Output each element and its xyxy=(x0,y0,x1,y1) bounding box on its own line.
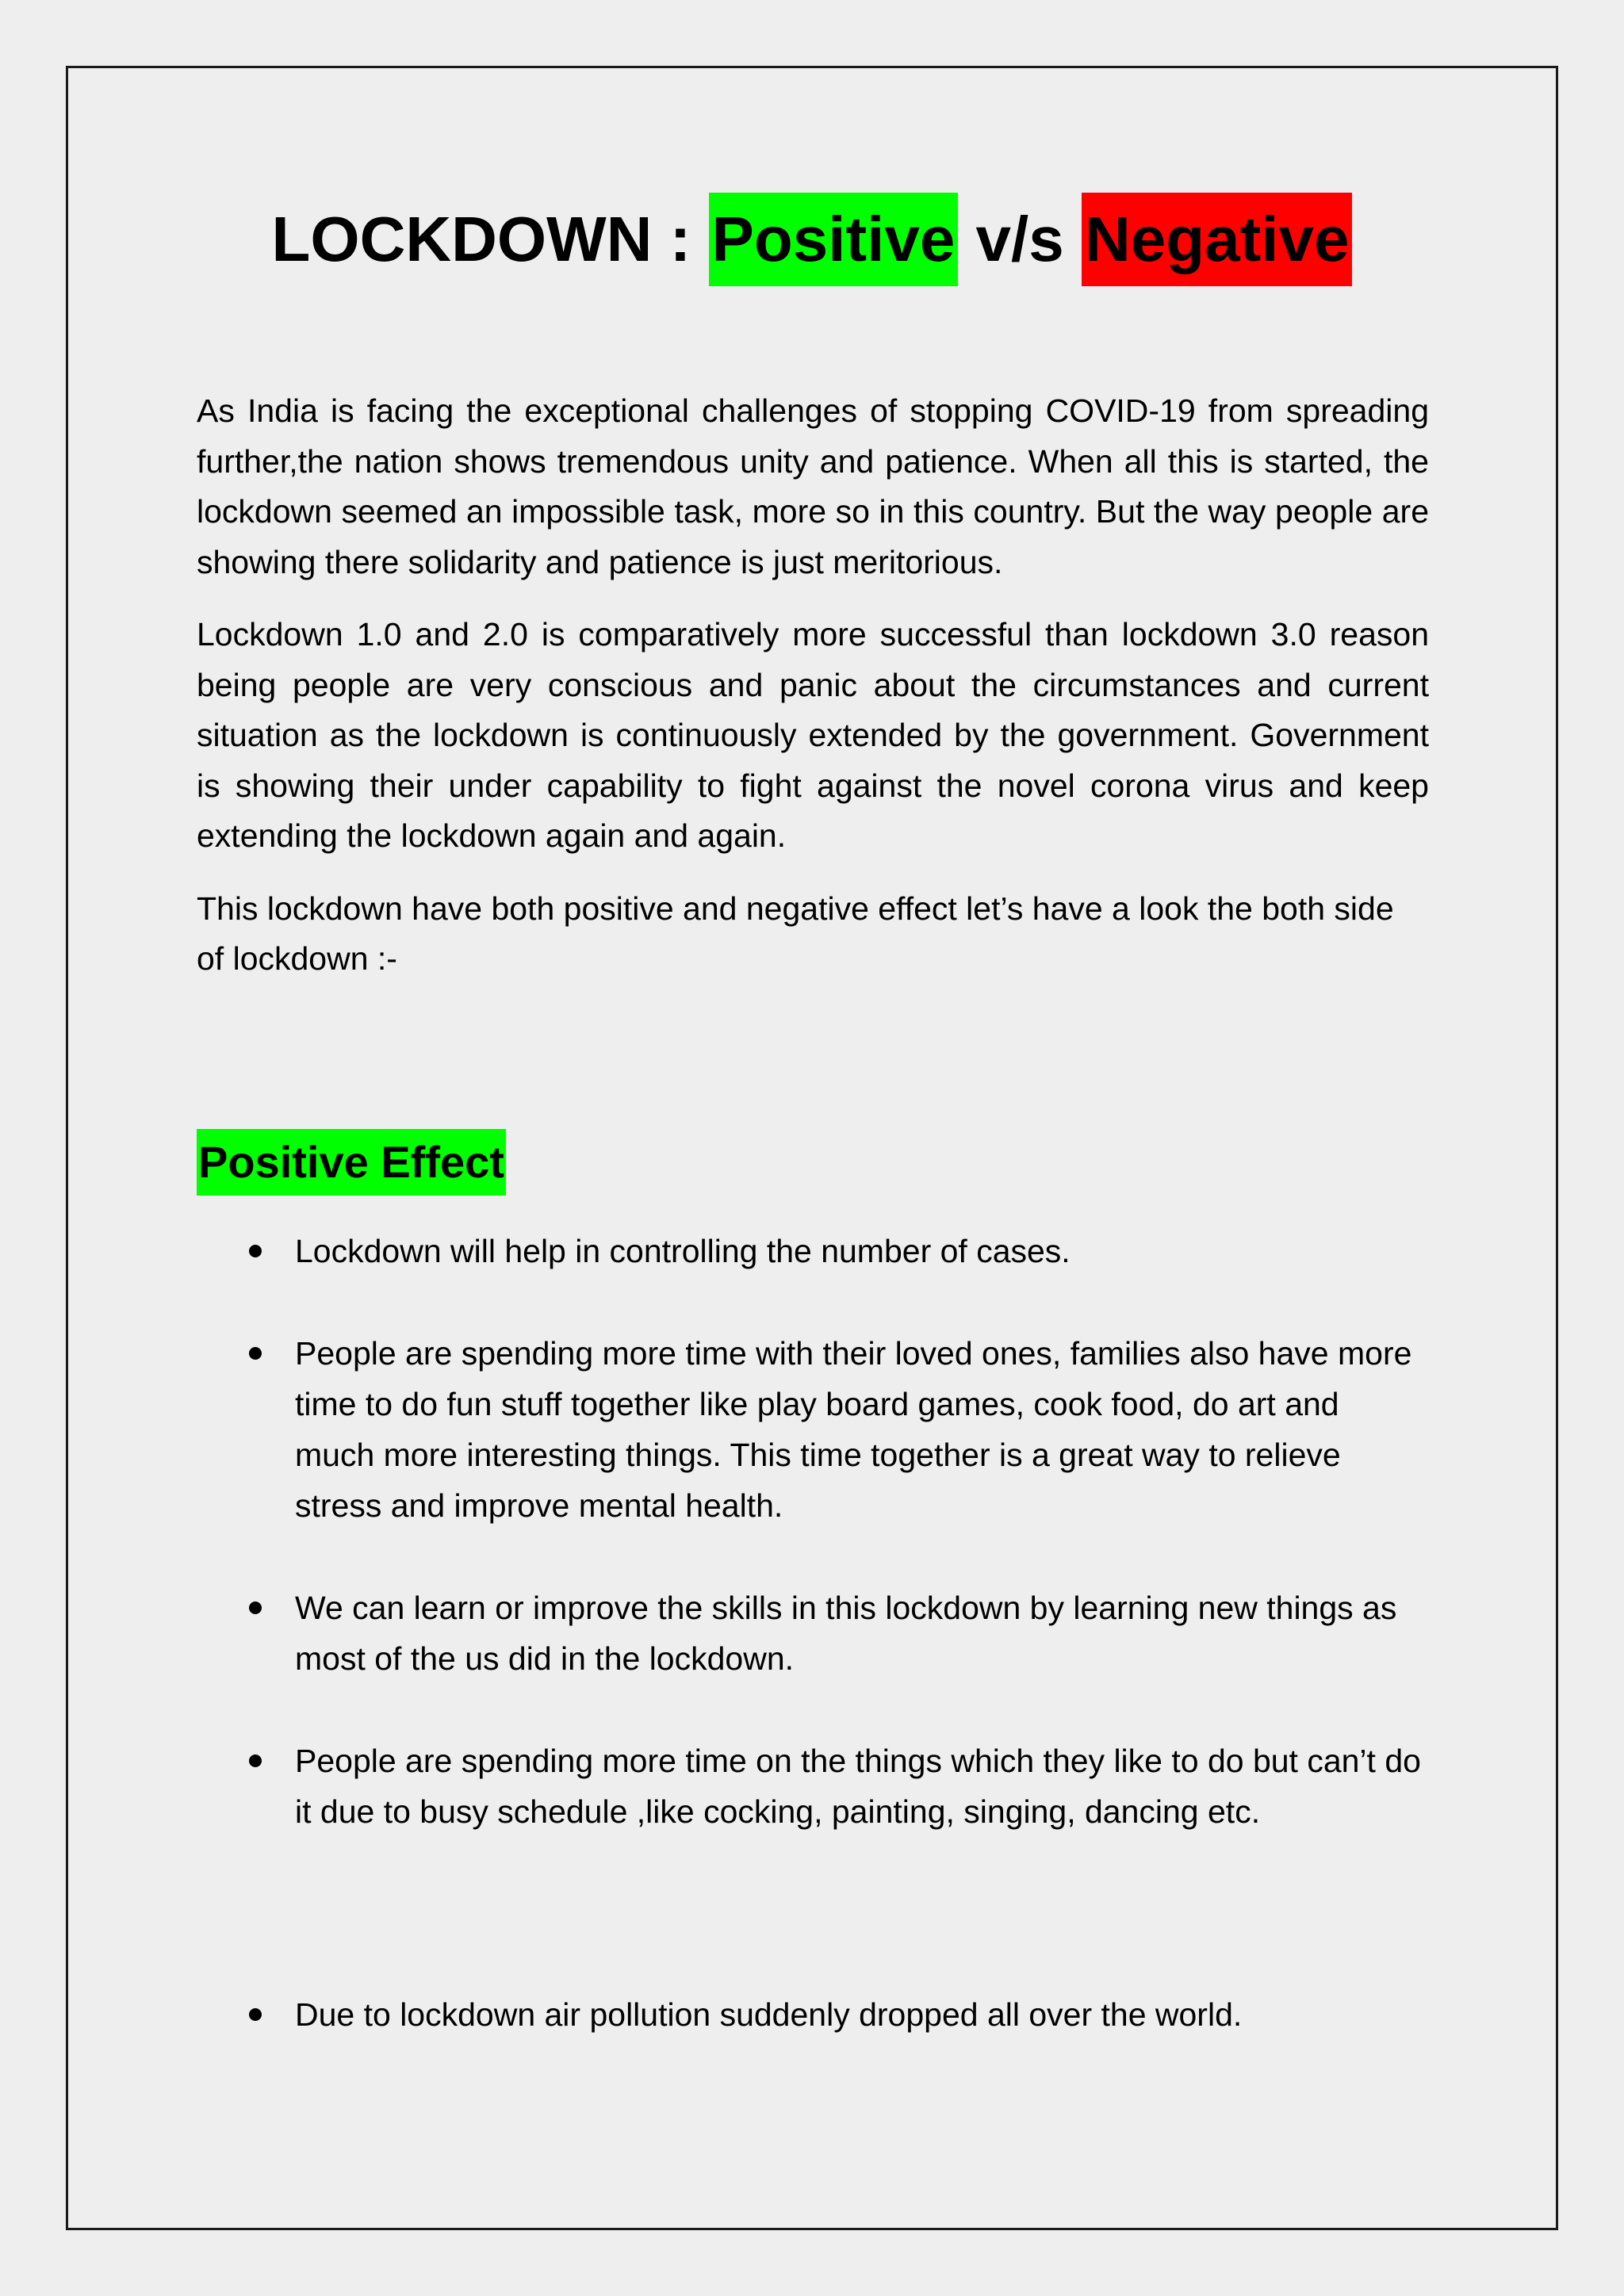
list-item: We can learn or improve the skills in this lockdown by learning new things as most of the us did in the lockdown. xyxy=(295,1590,1397,1677)
positive-effect-heading-text: Positive Effect xyxy=(197,1129,506,1196)
list-item: Due to lockdown air pollution suddenly dropped all over the world. xyxy=(295,1996,1243,2033)
intro-paragraph-3: This lockdown have both positive and negative effect let’s have a look the both side of lockdown :- xyxy=(197,890,1394,977)
title-negative-highlight: Negative xyxy=(1082,193,1352,286)
positive-effect-heading xyxy=(197,1129,506,1196)
title-positive-highlight: Positive xyxy=(709,193,959,286)
list-item: Lockdown will help in controlling the number of cases. xyxy=(295,1233,1071,1269)
intro-paragraph-1: As India is facing the exceptional challenges of stopping COVID-19 from spreading further,the nation shows tremendous unity and patience. When all this is started, the lockdown seemed an impossible task, more so in this country. But the way people are showing there solidarity and patience is just meritorious. xyxy=(197,392,1429,580)
intro-paragraph-2: Lockdown 1.0 and 2.0 is comparatively more successful than lockdown 3.0 reason being people are very conscious and panic about the circumstances and current situation as the lockdown is continuously extended by the government. Government is showing their under capability to fight against the novel corona virus and keep extending the lockdown again and again. xyxy=(197,616,1429,854)
list-item: People are spending more time on the things which they like to do but can’t do it due to busy schedule ,like cocking, painting, singing, dancing etc. xyxy=(295,1743,1421,1830)
list-item: People are spending more time with their loved ones, families also have more time to do fun stuff together like play board games, cook food, do art and much more interesting things. This time together is a great way to relieve stress and improve mental health. xyxy=(295,1335,1412,1524)
title-prefix: LOCKDOWN : xyxy=(271,204,709,274)
title-middle: v/s xyxy=(958,204,1082,274)
intro-section xyxy=(197,386,1429,1007)
document-title xyxy=(0,192,1624,287)
